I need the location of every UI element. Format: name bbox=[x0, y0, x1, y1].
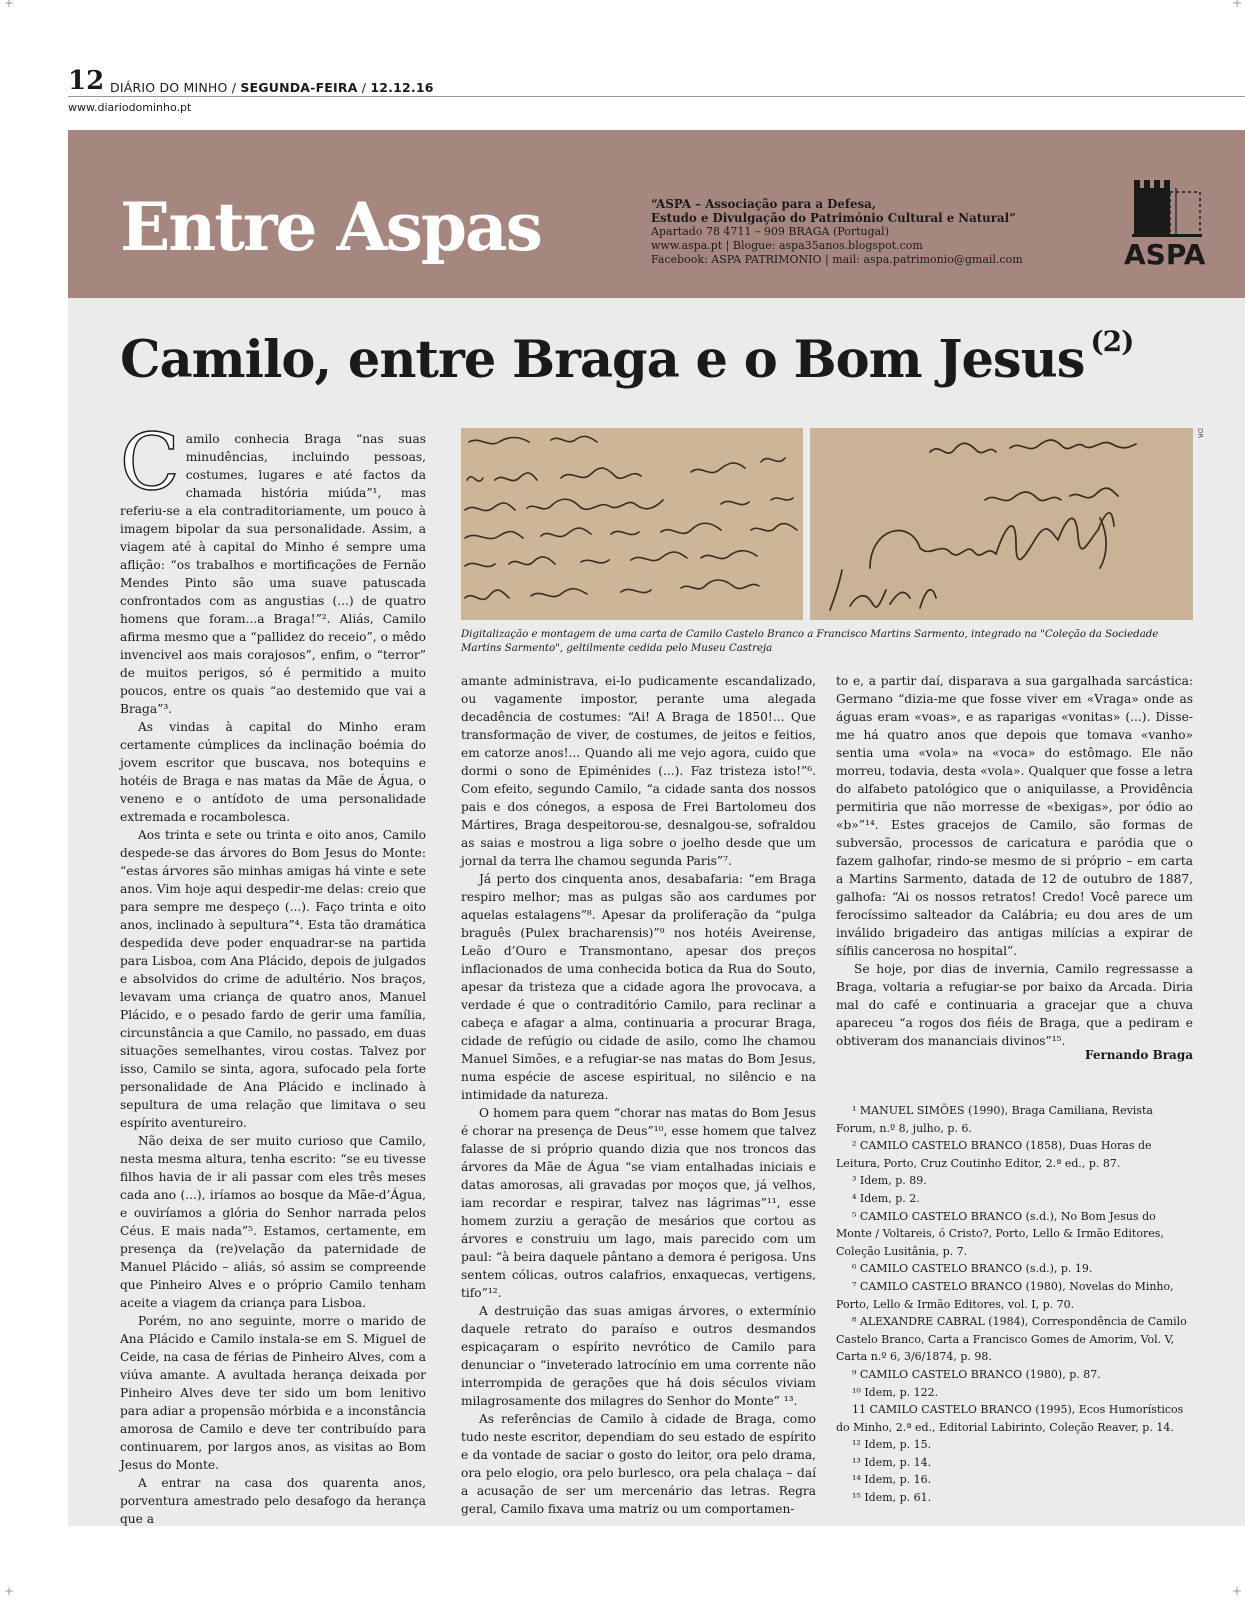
signature-image-icon bbox=[810, 428, 1193, 620]
paragraph: Já perto dos cinquenta anos, desabafaria: “em Braga respiro melhor; mas as pulgas são aos cardumes por aquelas estalagens”⁸. Apesar da proliferação da “pulga braguês (Pulex bracharensis)”⁹ nos hotéis Aveirense, Leão d’Ouro e Transmontano, apesar dos preços inflacionados de uma conhecida botica da Rua do Souto, apesar da tristeza que a cidade agora lhe provocava, a verdade é que o contraditório Camilo, para reclinar a cabeça e afagar a alma, continuaria a procurar Braga, cidade de refúgio ou cidade de asilo, como lhe chamou Manuel Simões, e a refugiar-se nas matas do Bom Jesus, numa espécie de ascese espiritual, no silêncio e na intimidade da natureza. bbox=[461, 872, 816, 1102]
footnote: ¹⁵ Idem, p. 61. bbox=[852, 1491, 932, 1505]
footnote: 11 CAMILO CASTELO BRANCO (1995), Ecos Humorísticos do Minho, 2.ª ed., Editorial Labirinto, Coleção Reaver, p. 14. bbox=[836, 1403, 1184, 1434]
footnote: ¹⁴ Idem, p. 16. bbox=[852, 1473, 932, 1487]
author-byline: Fernando Braga bbox=[1084, 1048, 1193, 1062]
paragraph: to e, a partir daí, disparava a sua gargalhada sarcástica: Germano “dizia-me que fosse viver em «Vraga» onde as águas eram «voas», e as raparigas «vonitas» (...). Disse-me há quatro anos que depois que tomava «vanho» sentia uma «vola» na «voca» do estômago. Ele não morreu, todavia, desta «vola». Qualquer que fosse a letra do alfabeto patológico que o aniquilasse, a Providência permitiria que não morresse de «bexigas», por ódio ao «b»”¹⁴. Estes gracejos de Camilo, são formas de subversão, processos de caricatura e paródia que o fazem galhofar, rindo-se mesmo de si próprio – em carta a Martins Sarmento, datada de 12 de outubro de 1887, galhofa: “Ai os nossos retratos! Credo! Você parece um ferocíssimo salteador da Calábria; eu dou ares de um inválido brigadeiro das antigas milícias a expirar de sífilis cancerosa no hospital”. bbox=[836, 674, 1193, 958]
article-title-text: Camilo, entre Braga e o Bom Jesus bbox=[120, 330, 1085, 390]
publication-name: DIÁRIO DO MINHO bbox=[110, 80, 228, 95]
paragraph: O homem para quem “chorar nas matas do Bom Jesus é chorar na presença de Deus”¹⁰, esse homem que talvez falasse de si próprio quando dizia que nos troncos das árvores da Mãe de Água “se viam entalhadas iniciais e datas amorosas, ali gravadas por moços que, já velhos, iam recordar e respirar, talvez nas lágrimas”¹¹, esse homem zurziu a geração de mesários que cortou as árvores e construiu um lago, mais parecido com um paul: “à beira daquele pântano a demora é perigosa. Uns sentem cólicas, outros calafrios, enxaquecas, vertigens, tifo”¹². bbox=[461, 1106, 816, 1300]
organization-info bbox=[651, 197, 1023, 267]
page-number: 12 bbox=[68, 66, 105, 96]
article-column-2 bbox=[461, 672, 816, 1518]
org-social: Facebook: ASPA PATRIMONIO | mail: aspa.patrimonio@gmail.com bbox=[651, 253, 1023, 266]
footnote: ⁷ CAMILO CASTELO BRANCO (1980), Novelas do Minho, Porto, Lello & Irmão Editores, vol. I, p. 70. bbox=[836, 1279, 1174, 1311]
issue-date: 12.12.16 bbox=[370, 80, 434, 95]
footnote: ¹³ Idem, p. 14. bbox=[852, 1455, 932, 1469]
footnote: ⁴ Idem, p. 2. bbox=[852, 1191, 920, 1205]
article-part-number: (2) bbox=[1090, 325, 1134, 358]
paragraph bbox=[120, 418, 426, 718]
org-address: Apartado 78 4711 – 909 BRAGA (Portugal) bbox=[651, 225, 889, 238]
org-name-line1: “ASPA – Associação para a Defesa, bbox=[651, 197, 876, 211]
handwriting-image-icon bbox=[461, 428, 803, 620]
footnote: ³ Idem, p. 89. bbox=[852, 1174, 927, 1188]
footnote: ¹⁰ Idem, p. 122. bbox=[852, 1385, 939, 1399]
article-column-1 bbox=[120, 418, 426, 1528]
paragraph: As referências de Camilo à cidade de Braga, como tudo neste escritor, dependiam do seu estado de espírito e da vontade de saciar o gosto do leitor, ora pelo drama, ora pelo elogio, ora pelo burlesco, ora pela chalaça – daí a acusação de ser um mercenário das letras. Regra geral, Camilo fixava uma matriz ou um comportamen- bbox=[461, 1412, 816, 1516]
footnote: ¹ MANUEL SIMÕES (1990), Braga Camiliana, Revista Forum, n.º 8, julho, p. 6. bbox=[836, 1104, 1153, 1135]
paragraph: Se hoje, por dias de invernia, Camilo regressasse a Braga, voltaria a refugiar-se por baixo da Arcada. Diria mal do café e continuaria a gracejar que a chuva apareceu “a rogos dos fiéis de Braga, que a pediram e obtiveram dos mananciais divinos”¹⁵. bbox=[836, 962, 1193, 1048]
photo-credit: DR bbox=[1196, 428, 1204, 439]
site-url: www.diariodominho.pt bbox=[68, 101, 192, 114]
paragraph: Porém, no ano seguinte, morre o marido de Ana Plácido e Camilo instala-se em S. Miguel de Ceide, na casa de férias de Pinheiro Alves, com a viúva amante. A avultada herança deixada por Pinheiro Alves deve ter sido um bom lenitivo para adiar a propensão mórbida e a inconstância amorosa de Camilo e deve ter contribuído para continuarem, por largos anos, as visitas ao Bom Jesus do Monte. bbox=[120, 1314, 426, 1472]
logo-text: ASPA bbox=[1124, 238, 1206, 271]
paragraph: amante administrava, ei-lo pudicamente escandalizado, ou vagamente impostor, perante uma alegada decadência de costumes: “Ai! A Braga de 1850!... Que transformação de viver, de costumes, de jeitos e feitios, em catorze anos!... Quando ali me vejo agora, cuido que dormi o sono de Epiménides (...). Faz tristeza isto!”⁶. Com efeito, segundo Camilo, “a cidade santa dos nossos pais e dos cónegos, a esposa de Frei Bartolomeu dos Mártires, Braga despeitorou-se, desnalgou-se, sofraldou as saias e mostrou a liga sobre o joelho desde que um jornal da terra lhe chamou segunda Paris”⁷. bbox=[461, 674, 816, 868]
paragraph: A destruição das suas amigas árvores, o extermínio daquele retrato do paraíso e outros desmandos espicaçaram o espírito nevrótico de Camilo para denunciar o “inveterado latrocínio em uma corrente não interrompida de gerações que há dois séculos viviam milagrosamente dos milagres do Senhor do Monte” ¹³. bbox=[461, 1304, 816, 1408]
footnote: ² CAMILO CASTELO BRANCO (1858), Duas Horas de Leitura, Porto, Cruz Coutinho Editor, 2.ª ed., p. 87. bbox=[836, 1139, 1152, 1170]
footnote: ⁹ CAMILO CASTELO BRANCO (1980), p. 87. bbox=[852, 1367, 1101, 1381]
article-column-3 bbox=[836, 672, 1193, 1050]
photo-caption: Digitalização e montagem de uma carta de Camilo Castelo Branco a Francisco Martins Sarmento, integrado na "Coleção da Sociedade Martins Sarmento", geltilmente cedida pelo Museu Castreja bbox=[461, 629, 1159, 654]
crop-mark-icon: + bbox=[1232, 0, 1243, 10]
crop-mark-icon: + bbox=[4, 0, 15, 10]
footnote: ⁵ CAMILO CASTELO BRANCO (s.d.), No Bom Jesus do Monte / Voltareis, ó Cristo?, Porto, Lello & Irmão Editores, Coleção Lusitânia, p. 7. bbox=[836, 1209, 1164, 1258]
paragraph: Aos trinta e sete ou trinta e oito anos, Camilo despede-se das árvores do Bom Jesus do Monte: “estas árvores são minhas amigas há vinte e sete anos. Vim hoje aqui despedir-me delas: creio que para sempre me despeço (...). Faço trinta e oito anos, inclinado à sepultura”⁴. Esta tão dramática despedida deve poder enquadrar-se na partida para Lisboa, com Ana Plácido, depois de julgados e absolvidos do crime de adultério. Nos braços, levavam uma criança de quatro anos, Manuel Plácido, e o pesado fardo de gerir uma família, circunstância a que Camilo, no passado, em duas situações semelhantes, virou costas. Talvez por isso, Camilo se sinta, agora, sufocado pela forte personalidade de Ana Plácido e inclinado à sepultura de uma relação que limitava o seu espírito aventureiro. bbox=[120, 828, 426, 1130]
footnote: ⁶ CAMILO CASTELO BRANCO (s.d.), p. 19. bbox=[852, 1262, 1093, 1276]
section-title: Entre Aspas bbox=[120, 188, 541, 266]
org-name-line2: Estudo e Divulgação do Património Cultural e Natural” bbox=[651, 211, 1016, 225]
paragraph: A entrar na casa dos quarenta anos, porventura amestrado pelo desafogo da herança que a bbox=[120, 1476, 426, 1526]
crop-mark-icon: + bbox=[4, 1584, 15, 1598]
footnote: ⁸ ALEXANDRE CABRAL (1984), Correspondência de Camilo Castelo Branco, Carta a Francisco Gomes de Amorim, Vol. V, Carta n.º 6, 3/6/1874, p. 98. bbox=[836, 1315, 1187, 1364]
article-title bbox=[120, 325, 1133, 390]
footnote: ¹² Idem, p. 15. bbox=[852, 1438, 932, 1452]
running-header: DIÁRIO DO MINHO / SEGUNDA-FEIRA / 12.12.16 bbox=[110, 80, 434, 95]
paragraph: As vindas à capital do Minho eram certamente cúmplices da inclinação boémia do jovem escritor que buscava, nos botequins e hotéis de Braga e nas matas da Mãe de Água, o veneno e o antídoto de uma personalidade extremada e rocambolesca. bbox=[120, 720, 426, 824]
crop-mark-icon: + bbox=[1232, 1584, 1243, 1598]
org-web: www.aspa.pt | Blogue: aspa35anos.blogspot.com bbox=[651, 239, 923, 252]
weekday: SEGUNDA-FEIRA bbox=[240, 80, 358, 95]
paragraph-text: amilo conhecia Braga “nas suas minudências, incluindo pessoas, costumes, lugares e até factos da chamada história miúda”¹, mas referiu-se a ela contraditoriamente, um pouco à imagem bipolar da sua personalidade. Assim, a viagem até à capital do Minho é sempre uma aflição: “os trabalhos e mortificações de Fernão Mendes Pinto são uma suave patuscada confrontados com as angustias (...) de quatro homens que foram...a Braga!”². Aliás, Camilo afirma mesmo que a “pallidez do receio”, o mêdo invencivel aos mais corajosos”, enfim, o “terror” de muitos perigos, só é permitido a muito poucos, entre os quais “ao destemido que vai a Braga”³. bbox=[120, 432, 426, 716]
paragraph: Não deixa de ser muito curioso que Camilo, nesta mesma altura, tenha escrito: “se eu tivesse filhos havia de ir ali passar com eles três meses cada ano (...), iríamos ao bosque da Mãe-d’Água, e ouviríamos a glória do Senhor narrada pelos Céus. E mais nada”⁵. Estamos, certamente, em presença da (re)velação da paternidade de Manuel Plácido – aliás, só assim se compreende que Pinheiro Alves e o próprio Camilo tenham aceite a viagem da criança para Lisboa. bbox=[120, 1134, 426, 1310]
letter-scan-right bbox=[810, 428, 1193, 620]
footnotes bbox=[836, 1102, 1193, 1507]
letter-scan-left bbox=[461, 428, 803, 620]
drop-cap: C bbox=[120, 418, 180, 508]
